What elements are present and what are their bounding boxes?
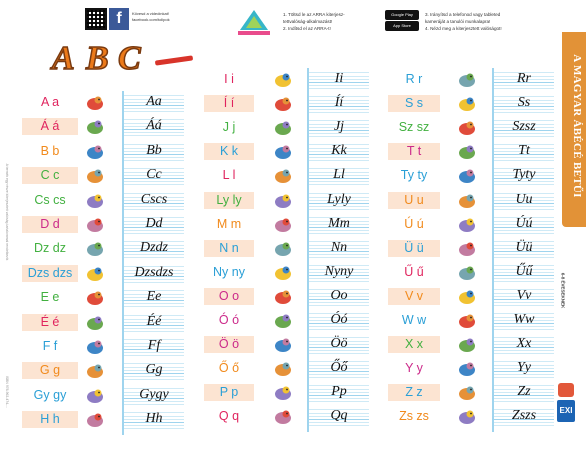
printed-letter: B b [40,143,60,158]
header [0,0,560,40]
printed-letter: I i [224,72,234,86]
store-step: kameráját a tanulói munkalapra! [425,19,491,24]
cursive-line [494,94,554,114]
printed-letter: Q q [218,409,240,424]
letter-row [0,311,586,331]
cursive-letter: Nyny [324,263,354,279]
printed-letter: Zs zs [399,409,429,424]
cursive-line [494,335,554,355]
cursive-letter: Jj [333,119,345,135]
app-store-badge[interactable]: App Store [385,21,419,31]
printed-letter: V v [388,288,440,305]
printed-letter: L l [222,168,236,183]
letter-row [0,335,586,355]
cursive-letter: Pp [331,384,347,400]
cursive-letter: Tt [518,143,530,159]
cursive-line [494,311,554,331]
cursive-line [494,118,554,138]
side-note-text: A termék egy része kiterjesztett valóság-tartalommal rendelkezik [5,163,9,261]
pencil-icon [155,55,193,65]
cursive-line [494,191,554,211]
printed-letter: E e [40,290,60,305]
printed-letter: M m [216,216,242,231]
cursive-letter: Uu [515,191,533,207]
cursive-letter: Gg [145,362,163,378]
cursive-letter: Áá [146,118,162,134]
cursive-line [494,359,554,379]
cursive-letter: Ff [147,338,161,353]
cursive-letter: Dzsdzs [134,264,174,280]
carrot-icon [456,71,478,88]
letter-row [0,70,586,90]
ar-step: 2. Indítsd el az ARRA-t! [283,26,331,31]
printed-letter: Ly ly [204,192,254,209]
cursive-letter: Cscs [140,191,168,207]
printed-letter: X x [388,336,440,353]
printed-letter: Gy gy [33,387,67,402]
cursive-line [494,407,554,427]
vase-icon [456,288,478,305]
printed-letter: H h [22,411,78,428]
abc-letter: A [52,40,75,77]
letter-row [0,166,586,186]
printed-letter: Sz sz [398,120,430,135]
printed-letter: Dzs dzs [22,265,78,282]
cursive-letter: Szsz [512,119,536,135]
store-instructions [425,11,502,32]
cursive-letter: Aa [146,94,162,109]
printed-letter: T t [388,143,440,160]
cursive-letter: Yy [517,360,531,376]
cursive-letter: Lyly [327,191,351,207]
leaf-icon [456,192,478,209]
printed-letter: Ú ú [404,216,424,231]
box-icon [456,360,478,377]
letter-row [0,407,586,427]
cursive-letter: Hh [145,411,163,427]
letter-row [0,118,586,138]
elephant-icon [456,384,478,401]
cursive-letter: Óó [330,312,348,327]
letter-row [0,359,586,379]
printed-letter: S s [388,95,440,112]
printed-letter: Z z [388,384,440,401]
cursive-letter: Zz [517,384,531,400]
cursive-line [494,239,554,259]
cursive-letter: Ee [146,289,162,305]
abc-letter: B [86,40,109,77]
letter-row [0,239,586,259]
printed-letter: W w [401,313,427,327]
cursive-letter: Oo [330,287,348,303]
social-line: Kövesd a videóinkat! [132,11,169,16]
cursive-letter: Őő [330,360,348,376]
printed-letter: D d [22,216,78,233]
ar-instructions [283,11,345,32]
printed-letter: Ó ó [218,313,240,327]
cursive-letter: Ss [517,95,531,111]
abc-letter: C [118,40,141,77]
printed-letter: Y y [405,361,423,376]
printed-letter: O o [204,288,254,305]
ar-step: tettvalóság-alkalmazást! [283,19,333,24]
cursive-letter: Qq [330,408,348,424]
cursive-letter: Üü [515,239,533,255]
cursive-letter: Éé [146,313,162,329]
ar-step: 1. Töltsd le az ARRA kiterjesz- [283,12,345,17]
bottle-icon [456,240,478,257]
letter-row [0,94,586,114]
letter-row [0,215,586,235]
store-step: 3. Irányítsd a telefonod vagy tableted [425,12,501,17]
cursive-letter: Vv [516,287,532,303]
cup-icon [456,312,478,329]
google-play-badge[interactable]: Google Play [385,10,419,20]
boot-icon [456,95,478,112]
letter-row [0,142,586,162]
cursive-letter: Bb [146,142,162,158]
printed-letter: Ty ty [400,168,428,183]
printed-letter: Ny ny [213,264,245,279]
printed-letter: Cs cs [34,192,66,207]
cursive-line [494,215,554,235]
printed-letter: Ö ö [204,336,254,353]
letter-row [0,287,586,307]
cursive-line [494,287,554,307]
cursive-letter: Cc [146,167,162,183]
cursive-letter: Gygy [139,386,169,402]
road-icon [456,216,478,233]
printed-letter: R r [405,72,423,86]
cursive-line [494,166,554,186]
printed-letter: Ű ű [404,264,424,279]
cursive-line [494,70,554,90]
printed-letter: Ő ő [218,361,240,376]
cursive-letter: Tyty [512,167,536,183]
cursive-letter: Dzdz [139,240,168,256]
printed-letter: P p [204,384,254,401]
letter-row [0,383,586,403]
cursive-letter: Íí [334,95,344,111]
printed-letter: J j [222,120,236,135]
cursive-letter: Ww [513,312,535,327]
printed-letter: É é [22,314,78,331]
printed-letter: G g [22,362,78,379]
arra-logo-icon [234,8,274,36]
printed-letter: F f [42,339,58,353]
heart-icon [456,119,478,136]
printed-letter: Dz dz [34,241,66,256]
store-step: 4. Nézd meg a kiterjesztett valóságot! [425,26,502,31]
printed-letter: N n [204,240,254,257]
cursive-letter: Dd [145,216,163,231]
social-text [132,11,170,23]
tulip-icon [456,143,478,160]
cursive-letter: Öö [330,336,348,352]
printed-letter: K k [204,143,254,160]
printed-letter: Á á [22,118,78,135]
printed-letter: C c [22,167,78,184]
xylophone-icon [456,336,478,353]
printed-letter: A a [40,95,60,109]
cursive-line [494,383,554,403]
cursive-letter: Úú [515,215,533,231]
cursive-line [494,142,554,162]
cursive-letter: Kk [331,143,347,159]
cursive-letter: Mm [328,215,350,231]
cursive-letter: Xx [516,336,532,352]
cursive-letter: Ll [333,167,345,183]
hen-icon [456,167,478,184]
space-icon [456,264,478,281]
letter-row [0,263,586,283]
page-title: A MAGYAR ÁBÉCÉ BETŰI [571,54,583,198]
qr-code-icon[interactable] [85,8,107,30]
printed-letter: Ü ü [388,240,440,257]
printed-letter: U u [388,192,440,209]
social-link[interactable]: facebook.com/tolipok [132,17,170,22]
letter-row [0,191,586,211]
facebook-icon[interactable]: f [109,8,129,30]
printed-letter: Í í [204,95,254,112]
cursive-line [494,263,554,283]
publisher-logo: EXI [557,400,575,422]
cursive-letter: Rr [517,71,531,86]
giraffe-icon [456,408,478,425]
cursive-letter: Űű [515,263,533,279]
grade-text: 6-8 ÉVESEKNEK [560,272,566,309]
isbn-text: ISBN 978-963-474-... [5,375,9,409]
cursive-letter: Zszs [511,408,537,424]
cursive-letter: Ii [334,71,344,86]
cursive-letter: Nn [330,239,348,255]
